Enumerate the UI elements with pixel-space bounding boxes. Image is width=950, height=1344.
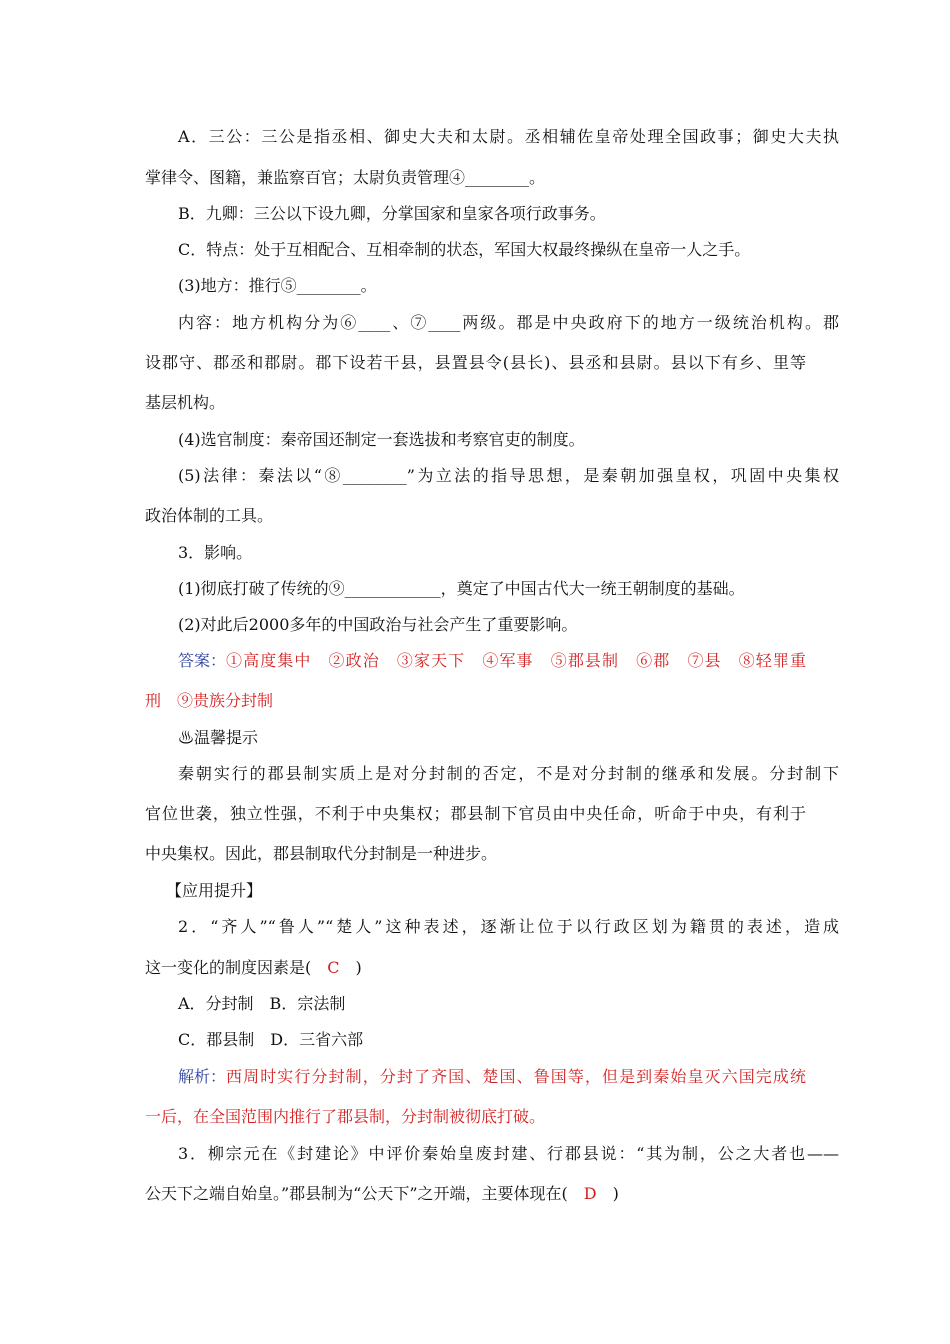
question-2-options-cd: C．郡县制 D．三省六部 [178, 1030, 364, 1049]
text-line: (4)选官制度：秦帝国还制定一套选拔和考察官吏的制度。 [178, 430, 585, 449]
text-line: 中央集权。因此，郡县制取代分封制是一种进步。 [145, 844, 498, 863]
text-line: (3)地方：推行⑤________。 [178, 276, 377, 295]
analysis-line [0, 1067, 806, 1087]
answer-text: ①高度集中 ②政治 ③家天下 ④军事 ⑤郡县制 ⑥郡 ⑦县 ⑧轻罪重 [226, 651, 806, 670]
answer-label: 答案： [178, 651, 227, 670]
question-3: 3．柳宗元在《封建论》中评价秦始皇废封建、行郡县说：“其为制，公之大者也—— [178, 1144, 839, 1163]
question-2: 2．“齐人”“鲁人”“楚人”这种表述，逐渐让位于以行政区划为籍贯的表述，造成 [178, 917, 839, 936]
question-3-text: 公天下之端自始皇。”郡县制为“公天下”之开端，主要体现在( [145, 1184, 584, 1203]
text-line: A．三公：三公是指丞相、御史大夫和太尉。丞相辅佐皇帝处理全国政事；御史大夫执 [178, 127, 839, 146]
text-line: 基层机构。 [145, 393, 226, 412]
text-line: 官位世袭，独立性强，不利于中央集权；郡县制下官员由中央任命，听命于中央，有利于 [145, 804, 806, 823]
text-line: B．九卿：三公以下设九卿，分掌国家和皇家各项行政事务。 [178, 204, 606, 223]
text-line: (1)彻底打破了传统的⑨____________，奠定了中国古代大一统王朝制度的基础。 [178, 579, 745, 598]
analysis-label: 解析： [178, 1067, 227, 1086]
text-line: 掌律令、图籍，兼监察百官；太尉负责管理④________。 [145, 168, 546, 187]
text-line: (5)法律：秦法以“⑧________”为立法的指导思想，是秦朝加强皇权，巩固中央集权 [178, 466, 839, 485]
text-line: 秦朝实行的郡县制实质上是对分封制的否定，不是对分封制的继承和发展。分封制下 [178, 764, 839, 783]
answer-line [0, 651, 806, 671]
answer-line-continued: 刑 ⑨贵族分封制 [145, 691, 274, 710]
analysis-line-continued: 一后，在全国范围内推行了郡县制，分封制被彻底打破。 [145, 1107, 546, 1126]
question-2-paren: ) [339, 958, 362, 977]
section-title: 【应用提升】 [166, 881, 263, 900]
question-2-stem [0, 958, 950, 978]
tip-title: ♨温馨提示 [178, 728, 259, 747]
analysis-text: 西周时实行分封制，分封了齐国、楚国、鲁国等，但是到秦始皇灭六国完成统 [226, 1067, 806, 1086]
question-3-paren: ) [596, 1184, 619, 1203]
text-line: 设郡守、郡丞和郡尉。郡下设若干县，县置县令(县长)、县丞和县尉。县以下有乡、里等 [145, 353, 806, 372]
question-2-answer: C [327, 958, 340, 977]
text-line: 3．影响。 [178, 543, 253, 562]
text-line: (2)对此后2000多年的中国政治与社会产生了重要影响。 [178, 615, 578, 634]
question-3-stem [0, 1184, 950, 1204]
text-line: 政治体制的工具。 [145, 506, 274, 525]
text-line: 内容：地方机构分为⑥____、⑦____两级。郡是中央政府下的地方一级统治机构。郡 [178, 313, 839, 332]
question-2-text: 这一变化的制度因素是( [145, 958, 328, 977]
question-3-answer: D [583, 1184, 597, 1203]
question-2-options-ab: A．分封制 B．宗法制 [178, 994, 346, 1013]
text-line: C．特点：处于互相配合、互相牵制的状态，军国大权最终操纵在皇帝一人之手。 [178, 240, 751, 259]
